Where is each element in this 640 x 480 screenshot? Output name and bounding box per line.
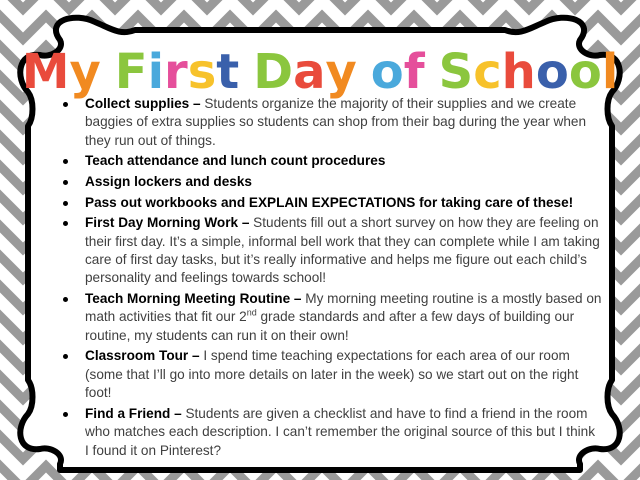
list-item (62, 290, 602, 345)
bullet-icon (63, 297, 68, 302)
item-description: Students are given a checklist and have to find a friend in the room who matches each description. I can’t remember the original source of this but I think I found it on Pinterest? (85, 405, 596, 458)
title-word (439, 44, 619, 100)
title-word (253, 44, 357, 100)
title-letter: M (21, 44, 70, 100)
item-lead: Assign lockers and desks (85, 174, 252, 189)
bullet-icon (63, 102, 68, 107)
title-word (22, 44, 101, 100)
title-letter: o (535, 44, 569, 100)
checklist (62, 95, 602, 462)
title-letter: y (325, 44, 357, 100)
list-item (62, 173, 602, 191)
title-letter: o (370, 44, 404, 100)
title-word (371, 44, 425, 100)
item-lead: Pass out workbooks and EXPLAIN EXPECTATIONS for taking care of these! (85, 194, 574, 210)
title-letter: S (438, 44, 474, 100)
item-lead: Collect supplies – (85, 96, 201, 111)
title-letter: h (501, 44, 536, 100)
item-description: Students organize the majority of their supplies and we create baggies of extra supplies so students can shop from their bag during the year when they run out of things. (85, 96, 587, 148)
item-description: Students fill out a short survey on how they are feeling on their first day. It’s a simple, informal bell work that they can complete while I am taking care of first day tasks, but it’s really informative and helps me figure out each child’s personality and feelings towards school! (85, 215, 600, 286)
title-letter: i (147, 44, 165, 100)
bullet-icon (63, 159, 68, 164)
item-lead: Find a Friend – (85, 405, 182, 421)
title-letter: r (164, 44, 188, 100)
bullet-icon (63, 412, 68, 417)
list-item (62, 405, 602, 460)
title-letter: l (601, 44, 619, 100)
list-item (62, 347, 602, 402)
item-lead: Classroom Tour – (85, 348, 200, 364)
bullet-icon (63, 354, 68, 359)
title-letter: c (473, 44, 502, 100)
title-letter: y (69, 44, 101, 100)
bullet-icon (63, 201, 68, 206)
title-letter: t (216, 44, 240, 100)
title-letter: s (187, 44, 217, 100)
list-item (62, 95, 602, 150)
title-word (115, 44, 239, 100)
title-letter: o (568, 44, 602, 100)
item-lead: Teach Morning Meeting Routine – (85, 291, 302, 306)
item-description: My morning meeting routine is a mostly based on math activities that fit our 2 (85, 291, 602, 325)
title-letter: a (293, 44, 326, 100)
list-item (62, 152, 602, 170)
bullet-icon (63, 180, 68, 185)
ordinal-suffix: nd (246, 307, 257, 318)
item-description-cont: grade standards and after a few days of building our routine, my students can run it on their own! (85, 309, 575, 343)
item-lead: First Day Morning Work – (85, 215, 250, 231)
title-letter: F (114, 44, 148, 100)
title-letter: f (403, 44, 425, 100)
list-item (62, 214, 602, 288)
bullet-icon (63, 221, 68, 226)
list-item (62, 194, 602, 212)
item-lead: Teach attendance and lunch count procedures (85, 153, 386, 169)
item-description: I spend time teaching expectations for each area of our room (some that I’ll go into more details on later in the week) so we start out on the right foot! (85, 348, 579, 401)
title-letter: D (253, 44, 294, 100)
